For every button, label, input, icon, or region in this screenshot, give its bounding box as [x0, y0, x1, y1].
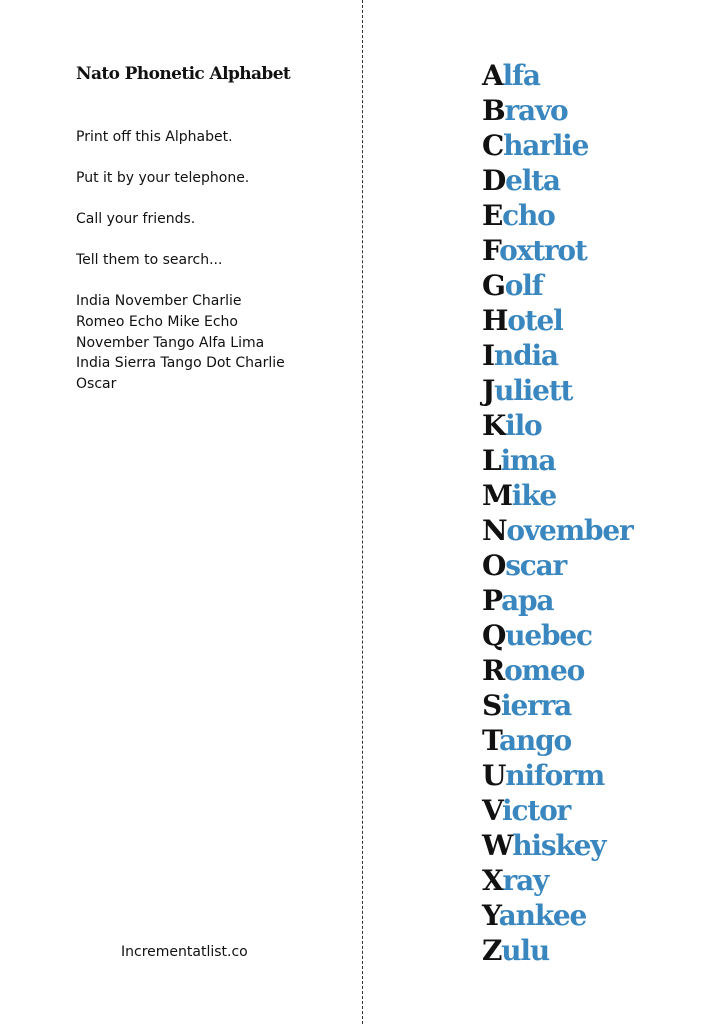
word-initial: W	[482, 829, 513, 862]
word-rest: hiskey	[512, 829, 606, 862]
word-rest: ravo	[504, 94, 568, 127]
alphabet-word-uniform	[482, 758, 633, 793]
alphabet-word-romeo	[482, 653, 633, 688]
word-initial: K	[482, 409, 506, 442]
alphabet-word-mike	[482, 478, 633, 513]
alphabet-word-whiskey	[482, 828, 633, 863]
word-initial: J	[482, 374, 495, 407]
instruction-search: Tell them to search...	[76, 252, 223, 268]
alphabet-word-tango	[482, 723, 633, 758]
alphabet-word-yankee	[482, 898, 633, 933]
word-rest: uebec	[505, 619, 592, 652]
word-rest: ulu	[501, 934, 550, 967]
word-initial: A	[482, 59, 503, 92]
word-rest: uliett	[494, 374, 573, 407]
alphabet-word-lima	[482, 443, 633, 478]
word-rest: ndia	[493, 339, 558, 372]
word-initial: I	[482, 339, 494, 372]
footer-site-name: Incrementatlist.co	[121, 944, 248, 960]
word-rest: omeo	[504, 654, 585, 687]
word-rest: lfa	[502, 59, 540, 92]
word-rest: ima	[500, 444, 556, 477]
word-initial: M	[482, 479, 512, 512]
alphabet-word-foxtrot	[482, 233, 633, 268]
word-rest: ankee	[498, 899, 587, 932]
word-initial: Z	[482, 934, 502, 967]
word-rest: ike	[511, 479, 557, 512]
alphabet-word-delta	[482, 163, 633, 198]
word-initial: T	[482, 724, 499, 757]
word-rest: apa	[501, 584, 554, 617]
alphabet-word-hotel	[482, 303, 633, 338]
word-initial: E	[482, 199, 503, 232]
spelled-line: India Sierra Tango Dot Charlie	[76, 355, 285, 372]
alphabet-word-bravo	[482, 93, 633, 128]
word-initial: Y	[482, 899, 499, 932]
word-initial: R	[482, 654, 505, 687]
alphabet-word-zulu	[482, 933, 633, 968]
word-initial: F	[482, 234, 500, 267]
word-initial: X	[482, 864, 503, 897]
word-rest: ray	[502, 864, 549, 897]
spelled-line: India November Charlie	[76, 293, 242, 309]
spelled-out-address	[76, 291, 285, 395]
word-initial: L	[482, 444, 501, 477]
alphabet-word-victor	[482, 793, 633, 828]
word-initial: G	[482, 269, 505, 302]
word-initial: O	[482, 549, 506, 582]
spelled-line: November Tango Alfa Lima	[76, 334, 265, 351]
alphabet-word-xray	[482, 863, 633, 898]
instruction-call: Call your friends.	[76, 211, 196, 227]
word-initial: U	[482, 759, 506, 792]
alphabet-word-alfa	[482, 58, 633, 93]
word-rest: harlie	[503, 129, 589, 162]
alphabet-word-golf	[482, 268, 633, 303]
instruction-telephone: Put it by your telephone.	[76, 170, 250, 186]
word-rest: ierra	[501, 689, 572, 722]
instruction-print: Print off this Alphabet.	[76, 129, 233, 145]
word-initial: Q	[482, 619, 506, 652]
word-rest: cho	[502, 199, 555, 232]
alphabet-word-quebec	[482, 618, 633, 653]
word-rest: elta	[505, 164, 560, 197]
word-rest: otel	[507, 304, 563, 337]
word-initial: S	[482, 689, 502, 722]
word-rest: scar	[505, 549, 567, 582]
alphabet-word-sierra	[482, 688, 633, 723]
word-initial: C	[482, 129, 504, 162]
word-initial: N	[482, 514, 507, 547]
alphabet-word-oscar	[482, 548, 633, 583]
word-rest: ictor	[502, 794, 571, 827]
alphabet-word-india	[482, 338, 633, 373]
alphabet-word-juliett	[482, 373, 633, 408]
dashed-cut-line	[362, 0, 363, 1024]
word-rest: olf	[504, 269, 543, 302]
phonetic-alphabet-list	[482, 58, 633, 968]
word-rest: ovember	[506, 514, 633, 547]
alphabet-word-echo	[482, 198, 633, 233]
word-rest: oxtrot	[499, 234, 587, 267]
alphabet-word-papa	[482, 583, 633, 618]
page-title: Nato Phonetic Alphabet	[76, 64, 291, 84]
word-rest: ango	[498, 724, 571, 757]
spelled-line: Oscar	[76, 376, 117, 393]
alphabet-word-kilo	[482, 408, 633, 443]
word-rest: ilo	[505, 409, 542, 442]
word-rest: niform	[505, 759, 605, 792]
word-initial: H	[482, 304, 508, 337]
word-initial: D	[482, 164, 506, 197]
alphabet-word-november	[482, 513, 633, 548]
word-initial: B	[482, 94, 505, 127]
alphabet-word-charlie	[482, 128, 633, 163]
word-initial: P	[482, 584, 502, 617]
spelled-line: Romeo Echo Mike Echo	[76, 313, 238, 330]
word-initial: V	[482, 794, 503, 827]
